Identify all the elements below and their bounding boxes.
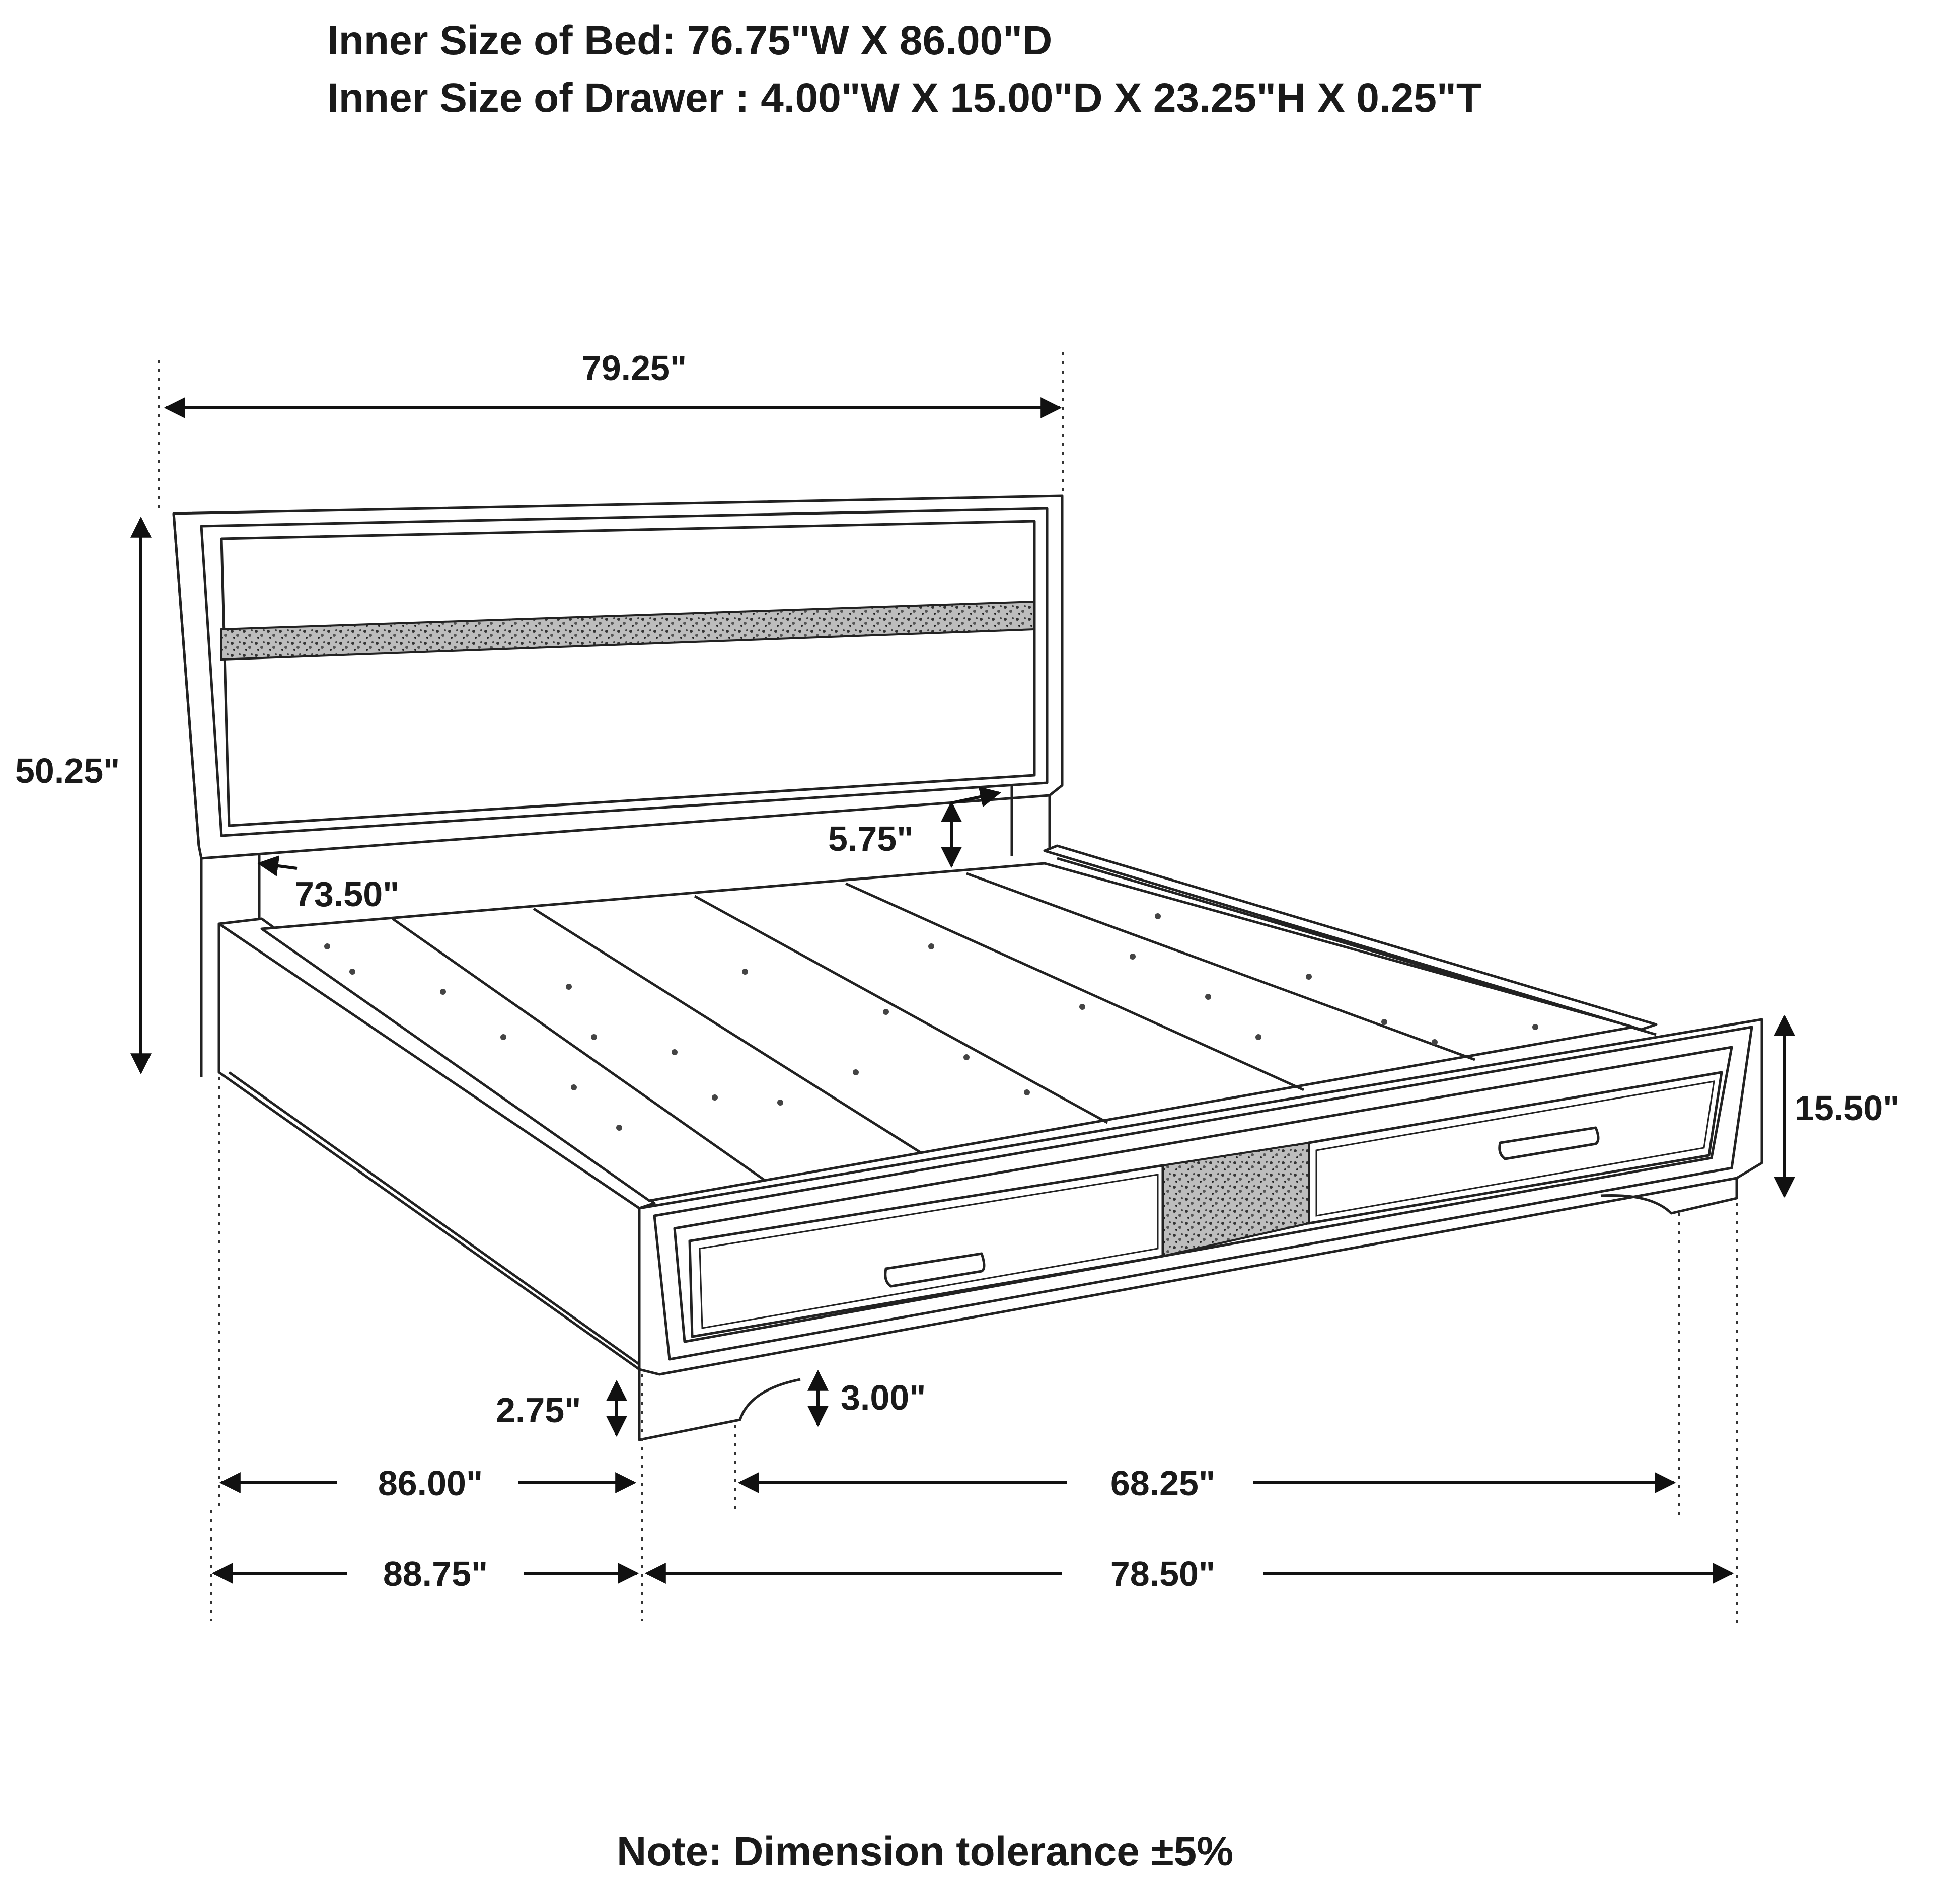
tolerance-note: Note: Dimension tolerance ±5% [617,1828,1234,1874]
inner-drawer-size: Inner Size of Drawer : 4.00"W X 15.00"D X 23.25"H X 0.25"T [327,75,1481,121]
label-foot-clearance: 3.00" [841,1378,926,1417]
label-inner-length: 86.00" [378,1463,483,1503]
label-side-clearance: 2.75" [496,1390,581,1430]
label-inner-headboard-width: 73.50" [294,874,400,914]
label-headboard-height: 50.25" [15,751,120,790]
label-inner-foot-width: 68.25" [1110,1463,1216,1503]
inner-headboard-arrow [259,863,297,868]
inner-bed-size: Inner Size of Bed: 76.75"W X 86.00"D [327,18,1053,63]
label-headboard-gap: 5.75" [828,819,914,858]
label-overall-length: 88.75" [383,1554,488,1593]
label-footboard-height: 15.50" [1795,1088,1900,1128]
label-overall-width: 78.50" [1110,1554,1216,1593]
label-headboard-width: 79.25" [581,348,687,388]
